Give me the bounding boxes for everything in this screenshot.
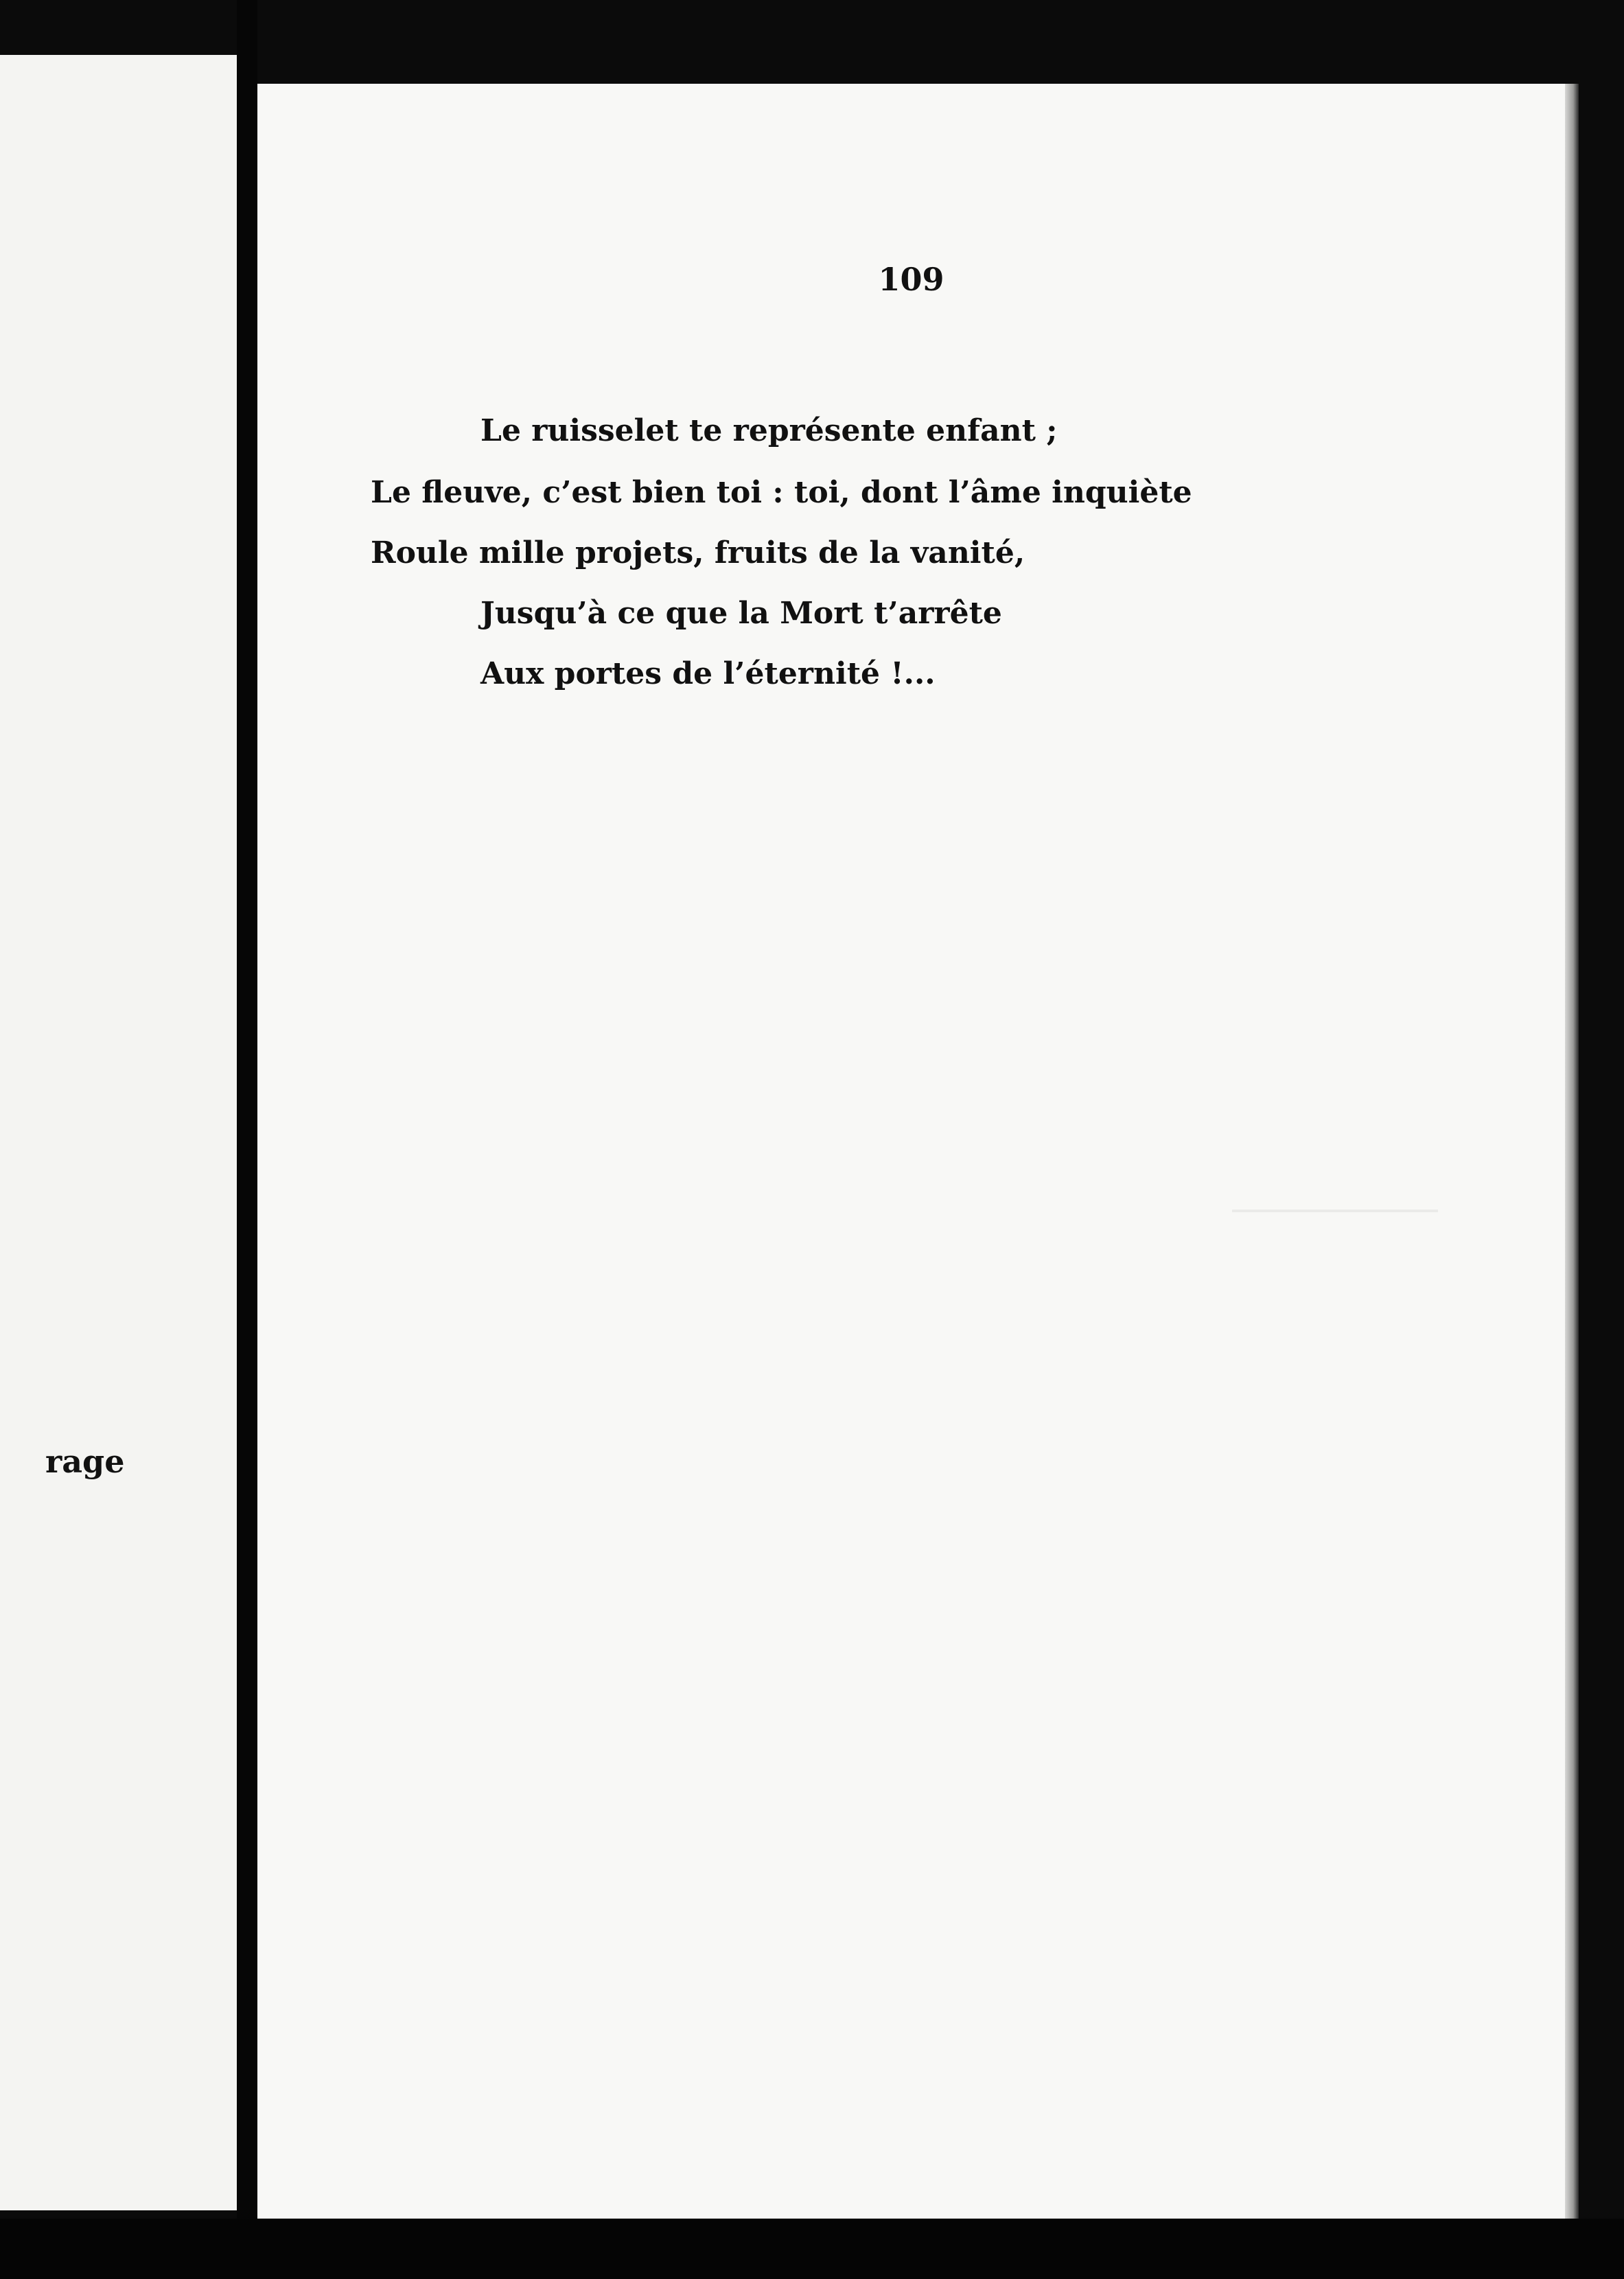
poem-line-4: Jusqu’à ce que la Mort t’arrête (480, 596, 1002, 631)
page-edge (1565, 84, 1579, 2219)
poem-line-3: Roule mille projets, fruits de la vanité, (371, 535, 1025, 570)
main-page (257, 84, 1565, 2219)
poem-line-1: Le ruisselet te représente enfant ; (480, 413, 1058, 448)
poem-line-5: Aux portes de l’éternité !... (480, 656, 936, 691)
page-number: 109 (878, 261, 944, 298)
poem-line-2: Le fleuve, c’est bien toi : toi, dont l’âme inquiète (371, 475, 1192, 510)
scan-bottom-border (0, 2219, 1624, 2279)
book-gutter (237, 0, 257, 2279)
left-page-text-fragment: rage (45, 1443, 125, 1480)
left-facing-page (0, 55, 237, 2210)
show-through-mark (1232, 1210, 1438, 1212)
